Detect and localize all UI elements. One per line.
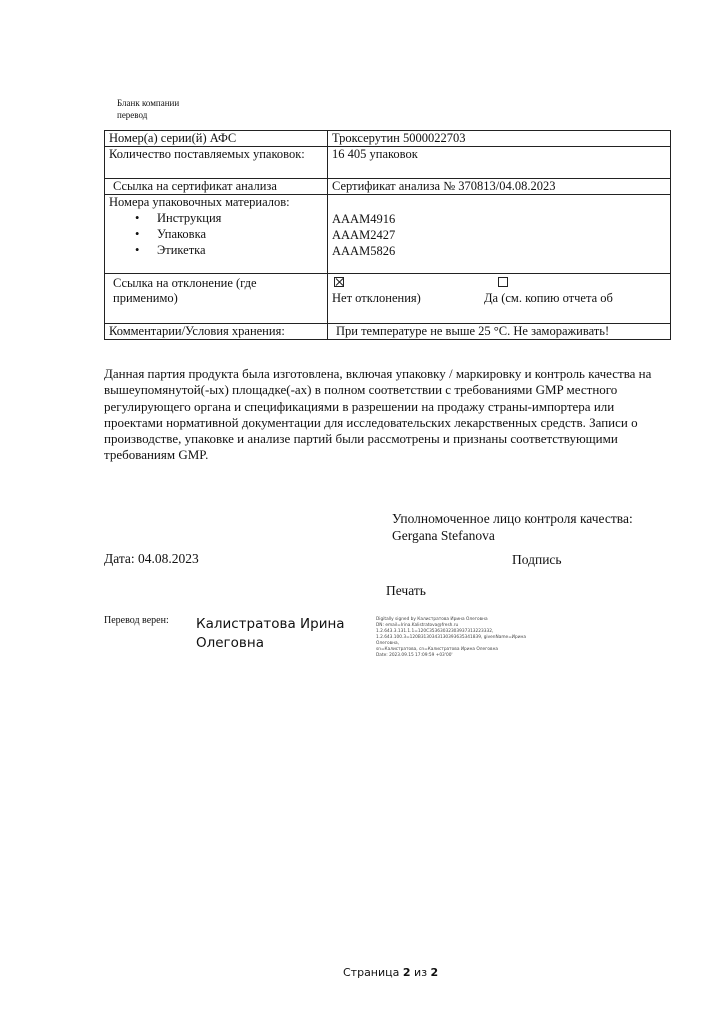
page-total: 2: [430, 966, 439, 979]
page-footer-of: из: [414, 966, 428, 979]
document-date: Дата: 04.08.2023: [104, 551, 199, 566]
comments-value: [328, 324, 671, 340]
series-value: Троксерутин 5000022703: [328, 131, 671, 147]
deviation-yes-label: Да (см. копию отчета об: [484, 291, 613, 305]
gmp-statement: Данная партия продукта была изготовлена, включая упаковку / маркировку и контроль качества на вышеупомянутой(-ых) площадке(-ах) в полном соответствии с требованиями GMP местного регулирующего органа и спецификациями в разрешении на продажу страны-импортера или проектами нормативной документации для исследовательских лекарственных средств. Записи о производстве, упаковке и анализе партий были рассмотрены и признаны соответствующими требованиям GMP.: [104, 366, 652, 463]
table-row: [105, 274, 671, 324]
material-code: AAAM4916: [332, 212, 396, 226]
batch-info-table: [104, 130, 671, 340]
deviation-no-label: Нет отклонения): [332, 291, 421, 305]
header-note-line: перевод: [117, 110, 148, 120]
digital-signature-line: Date: 2023.09.15 17:09:59 +03'00': [376, 653, 453, 658]
quantity-label: Количество поставляемых упаковок:: [105, 147, 328, 179]
digital-signature-details: [376, 617, 546, 659]
materials-list: [109, 210, 323, 258]
deviation-label: [105, 274, 328, 324]
digital-signature-line: DN: email=Irina.Kalistratova@fresh.ru: [376, 623, 459, 628]
digital-signature-line: 1.2.643.3.131.1.1=120C35363032303937313223332,: [376, 629, 494, 634]
signature-label: Подпись: [512, 552, 562, 567]
material-code: AAAM5826: [332, 244, 396, 258]
translator-name-line: Калистратова Ирина: [196, 616, 345, 632]
deviation-cell: [328, 274, 671, 324]
company-letterhead-note: [117, 97, 179, 121]
table-row: [105, 324, 671, 340]
certificate-label: [105, 179, 328, 195]
stamp-label: Печать: [386, 583, 426, 598]
page-footer-prefix: Страница: [343, 966, 400, 979]
qualified-person-block: [392, 510, 633, 544]
material-code: AAAM2427: [332, 228, 396, 242]
comments-value-text: При температуре не выше 25 °С. Не замораживать!: [336, 324, 610, 338]
qualified-person-name: Gergana Stefanova: [392, 528, 495, 543]
page-footer: [343, 966, 438, 979]
list-item: • Этикетка: [157, 242, 323, 258]
qualified-person-title: Уполномоченное лицо контроля качества:: [392, 511, 633, 526]
digital-signature-line: Digitally signed by Калистратова Ирина Олеговна: [376, 617, 488, 622]
materials-codes-cell: [328, 195, 671, 274]
certificate-label-text: Ссылка на сертификат анализа: [113, 179, 277, 193]
table-row: [105, 147, 671, 179]
table-row: [105, 195, 671, 274]
translation-verified-label: Перевод верен:: [104, 615, 169, 626]
comments-label: Комментарии/Условия хранения:: [105, 324, 328, 340]
header-note-line: Бланк компании: [117, 98, 180, 108]
table-row: [105, 131, 671, 147]
deviation-no-checkbox[interactable]: [334, 277, 344, 287]
digital-signature-line: 1.2.643.100.3=120B3130343130393635341839, givenName=Ирина Олеговна,: [376, 635, 526, 646]
certificate-value: Сертификат анализа № 370813/04.08.2023: [328, 179, 671, 195]
deviation-label-text: Ссылка на отклонение (где применимо): [113, 276, 257, 305]
translator-signature: [196, 615, 345, 653]
materials-label: Номера упаковочных материалов:: [109, 195, 290, 209]
digital-signature-line: sn=Калистратова, cn=Калистратова Ирина Олеговна: [376, 647, 499, 652]
translator-name-line: Олеговна: [196, 635, 264, 651]
list-item: • Упаковка: [157, 226, 323, 242]
materials-cell: [105, 195, 328, 274]
page-number: 2: [402, 966, 411, 979]
quantity-value: 16 405 упаковок: [328, 147, 671, 179]
table-row: [105, 179, 671, 195]
series-label: Номер(а) серии(й) АФС: [105, 131, 328, 147]
deviation-yes-checkbox[interactable]: [498, 277, 508, 287]
list-item: • Инструкция: [157, 210, 323, 226]
